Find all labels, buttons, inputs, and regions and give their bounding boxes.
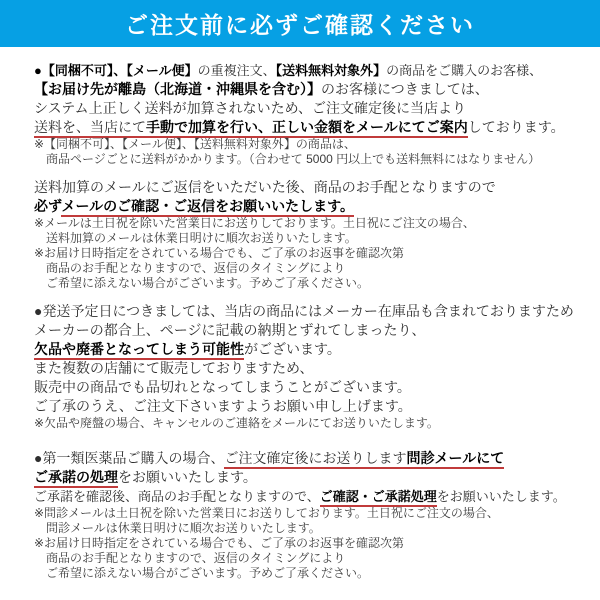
text-run: ご了承のうえ、ご注文下さいますようお願い申し上げます。 <box>34 398 412 414</box>
note-line <box>34 152 598 167</box>
text-run: ※【同梱不可】、【メール便】、【送料無料対象外】の商品は、 <box>34 137 356 151</box>
text-run: 商品のお手配となりますので、返信のタイミングにより <box>46 551 346 565</box>
text-run: ※メールは土日祝を除いた営業日にお送りしております。土日祝にご注文の場合、 <box>34 216 475 230</box>
text-run: 商品ページごとに送料がかかります。（合わせて 5000 円以上でも送料無料にはなりません） <box>46 152 541 166</box>
red-underlined-text-run: 問診メールにて <box>406 450 504 469</box>
text-run: 販売中の商品でも品切れとなってしまうことがございます。 <box>34 379 411 395</box>
text-line <box>34 397 598 416</box>
text-line <box>34 378 598 397</box>
text-line <box>34 197 598 216</box>
note-line <box>34 521 598 536</box>
notice-body <box>0 47 600 581</box>
text-run: メーカーの都合上、ページに記載の納期とずれてしまったり、 <box>34 322 426 338</box>
red-underlined-text-run: メールのご確認・ご返信をお願いいたします。 <box>61 198 354 217</box>
text-run: ※お届け日時指定をされている場合でも、ご了承のお返事を確認次第 <box>34 246 405 260</box>
text-run: の重複注文、 <box>197 63 276 78</box>
text-run: ●発送予定日につきましては、当店の商品にはメーカー在庫品も含まれておりますため <box>34 303 574 319</box>
red-underlined-text-run: 送料を、当店にて <box>34 119 146 138</box>
text-line <box>34 359 598 378</box>
red-underlined-text-run: ご注文確定後にお送りします <box>224 450 406 469</box>
note-line <box>34 506 598 521</box>
text-run: がございます。 <box>244 341 341 357</box>
text-run: 必ず <box>34 198 62 214</box>
red-underlined-text-run: 欠品や廃番となってしまう可能性 <box>34 341 244 360</box>
note-line <box>34 416 598 431</box>
text-run: 送料加算のメールにご返信をいただいた後、商品のお手配となりますので <box>34 179 496 195</box>
text-run: 【送料無料対象外】 <box>275 63 387 78</box>
text-run: ご承諾を確認後、商品のお手配となりますので、 <box>34 489 320 504</box>
note-line <box>34 551 598 566</box>
notice-section <box>34 302 598 431</box>
text-run: ●【同梱不可】、【メール便】 <box>34 63 198 78</box>
text-line <box>34 80 598 99</box>
text-run: ご希望に添えない場合がございます。予めご了承ください。 <box>46 566 370 580</box>
text-run: また複数の店舗にて販売しておりますため、 <box>34 360 314 376</box>
text-line <box>34 61 598 80</box>
text-line <box>34 321 598 340</box>
text-line <box>34 118 598 137</box>
red-underlined-text-run: ご承諾の処理 <box>34 469 118 488</box>
text-run: ※お届け日時指定をされている場合でも、ご了承のお返事を確認次第 <box>34 536 405 550</box>
text-line <box>34 468 598 487</box>
text-run: 【お届け先が離島（北海道・沖縄県を含む）】 <box>34 81 321 97</box>
notice-header <box>0 0 600 47</box>
notice-section <box>34 178 598 291</box>
text-run: ●第一類医薬品ご購入の場合、 <box>34 450 225 466</box>
note-line <box>34 276 598 291</box>
text-line <box>34 99 598 118</box>
text-run: の商品をご購入のお客様、 <box>386 63 543 78</box>
text-run: ※欠品や廃盤の場合、キャンセルのご連絡をメールにてお送りいたします。 <box>34 416 439 430</box>
note-line <box>34 231 598 246</box>
text-line <box>34 302 598 321</box>
text-run: ご希望に添えない場合がございます。予めご了承ください。 <box>46 276 370 290</box>
text-line <box>34 449 598 468</box>
note-line <box>34 261 598 276</box>
text-run: システム上正しく送料が加算されないため、ご注文確定後に当店より <box>34 100 467 116</box>
red-underlined-text-run: ご確認・ご承諾処理 <box>320 489 437 507</box>
note-line <box>34 566 598 581</box>
notice-section <box>34 449 598 581</box>
text-run: をお願いいたします。 <box>118 469 257 485</box>
text-line <box>34 487 598 506</box>
note-line <box>34 536 598 551</box>
text-run: をお願いいたします。 <box>436 489 566 504</box>
note-line <box>34 246 598 261</box>
text-run: 商品のお手配となりますので、返信のタイミングにより <box>46 261 346 275</box>
text-run: のお客様につきましては、 <box>321 81 489 97</box>
page-title: ご注文前に必ずご確認ください <box>125 12 475 38</box>
text-run: しております。 <box>467 119 565 135</box>
text-run: 送料加算のメールは休業日明けに順次お送りいたします。 <box>46 231 357 245</box>
note-line <box>34 216 598 231</box>
text-line <box>34 340 598 359</box>
note-line <box>34 137 598 152</box>
red-underlined-text-run: 手動で加算を行い、正しい金額をメールにてご案内 <box>146 119 468 138</box>
text-run: 問診メールは休業日明けに順次お送りいたします。 <box>46 521 321 535</box>
text-line <box>34 178 598 197</box>
text-run: ※問診メールは土日祝を除いた営業日にお送りしております。土日祝にご注文の場合、 <box>34 506 499 520</box>
notice-section <box>34 61 598 167</box>
